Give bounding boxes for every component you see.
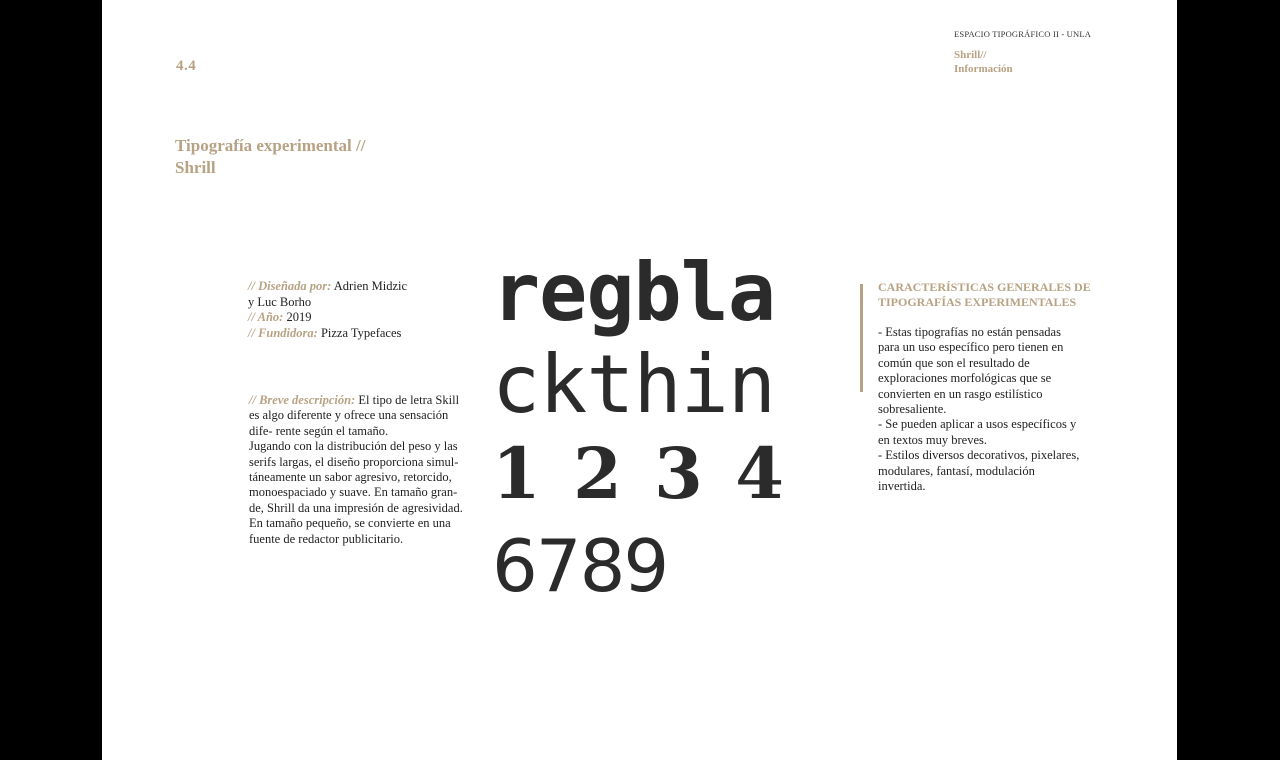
description-line-1: El tipo de letra Skill [355, 393, 460, 407]
document-page [102, 0, 1177, 760]
header-series-title: ESPACIO TIPOGRÁFICO II - UNLA [954, 29, 1092, 39]
characteristics-title [878, 280, 1098, 310]
characteristics-line-8: en textos muy breves. [878, 432, 988, 447]
typeface-name-title: Shrill [175, 158, 216, 177]
designer-line [248, 279, 478, 295]
characteristics-line-9: - Estilos diversos decorativos, pixelares, [878, 448, 1080, 463]
characteristics-line-11: invertida. [878, 479, 926, 494]
header-section [954, 48, 1013, 76]
description-label: // Breve descripción: [249, 393, 356, 407]
description-line-4: Jugando con la distribución del peso y las [249, 439, 458, 454]
characteristics-title-line-2: TIPOGRAFÍAS EXPERIMENTALES [878, 295, 1077, 309]
description-line-3: dife- rente según el tamaño. [249, 423, 389, 438]
description-line-2: es algo diferente y ofrece una sensación [249, 408, 449, 423]
characteristics-accent-rule [860, 284, 863, 392]
characteristics-line-7: - Se pueden aplicar a usos específicos y [878, 417, 1077, 432]
year-value: 2019 [283, 310, 312, 325]
typeface-description [249, 393, 477, 547]
section-title: Tipografía experimental // [175, 136, 366, 155]
specimen-row-6789: 6789 [492, 524, 668, 608]
description-line-5: serifs largas, el diseño proporciona simul- [249, 454, 459, 469]
description-line-8: de, Shrill da una impresión de agresividad. [249, 500, 463, 515]
foundry-label: // Fundidora: [248, 325, 318, 340]
characteristics-line-4: exploraciones morfológicas que se [878, 371, 1052, 386]
page-number: 4.4 [176, 58, 197, 74]
characteristics-line-5: convierten en un rasgo estilístico [878, 386, 1043, 401]
designer-value: Adrien Midzic [331, 279, 408, 293]
description-line-9: En tamaño pequeño, se convierte en una [249, 516, 451, 531]
description-line-6: táneamente un sabor agresivo, retorcido, [249, 470, 452, 485]
year-line [248, 310, 478, 326]
foundry-line [248, 326, 478, 342]
header-section-subtitle: Información [954, 63, 1013, 75]
description-line-7: monoespaciado y suave. En tamaño gran- [249, 485, 458, 500]
typeface-metadata [248, 279, 478, 341]
header-section-name: Shrill// [954, 49, 987, 61]
characteristics-line-2: para un uso específico pero tienen en [878, 340, 1064, 355]
characteristics-title-line-1: CARACTERÍSTICAS GENERALES DE [878, 280, 1091, 294]
specimen-row-regbla: regbla [492, 246, 775, 339]
designer-value-2: y Luc Borho [248, 294, 312, 309]
year-label: // Año: [248, 310, 284, 325]
characteristics-line-10: modulares, fantasí, modulación [878, 463, 1035, 478]
characteristics-body [878, 325, 1094, 494]
specimen-row-numbers: 1 2 3 4 [492, 432, 788, 515]
characteristics-line-1: - Estas tipografías no están pensadas [878, 325, 1061, 339]
specimen-row-ckthin: ckthin [492, 338, 775, 431]
foundry-value: Pizza Typefaces [317, 325, 402, 340]
characteristics-line-3: común que son el resultado de [878, 355, 1030, 370]
description-line-10: fuente de redactor publicitario. [249, 531, 404, 546]
characteristics-line-6: sobresaliente. [878, 402, 947, 417]
type-specimen [492, 248, 812, 618]
designer-label: // Diseñada por: [248, 279, 332, 293]
